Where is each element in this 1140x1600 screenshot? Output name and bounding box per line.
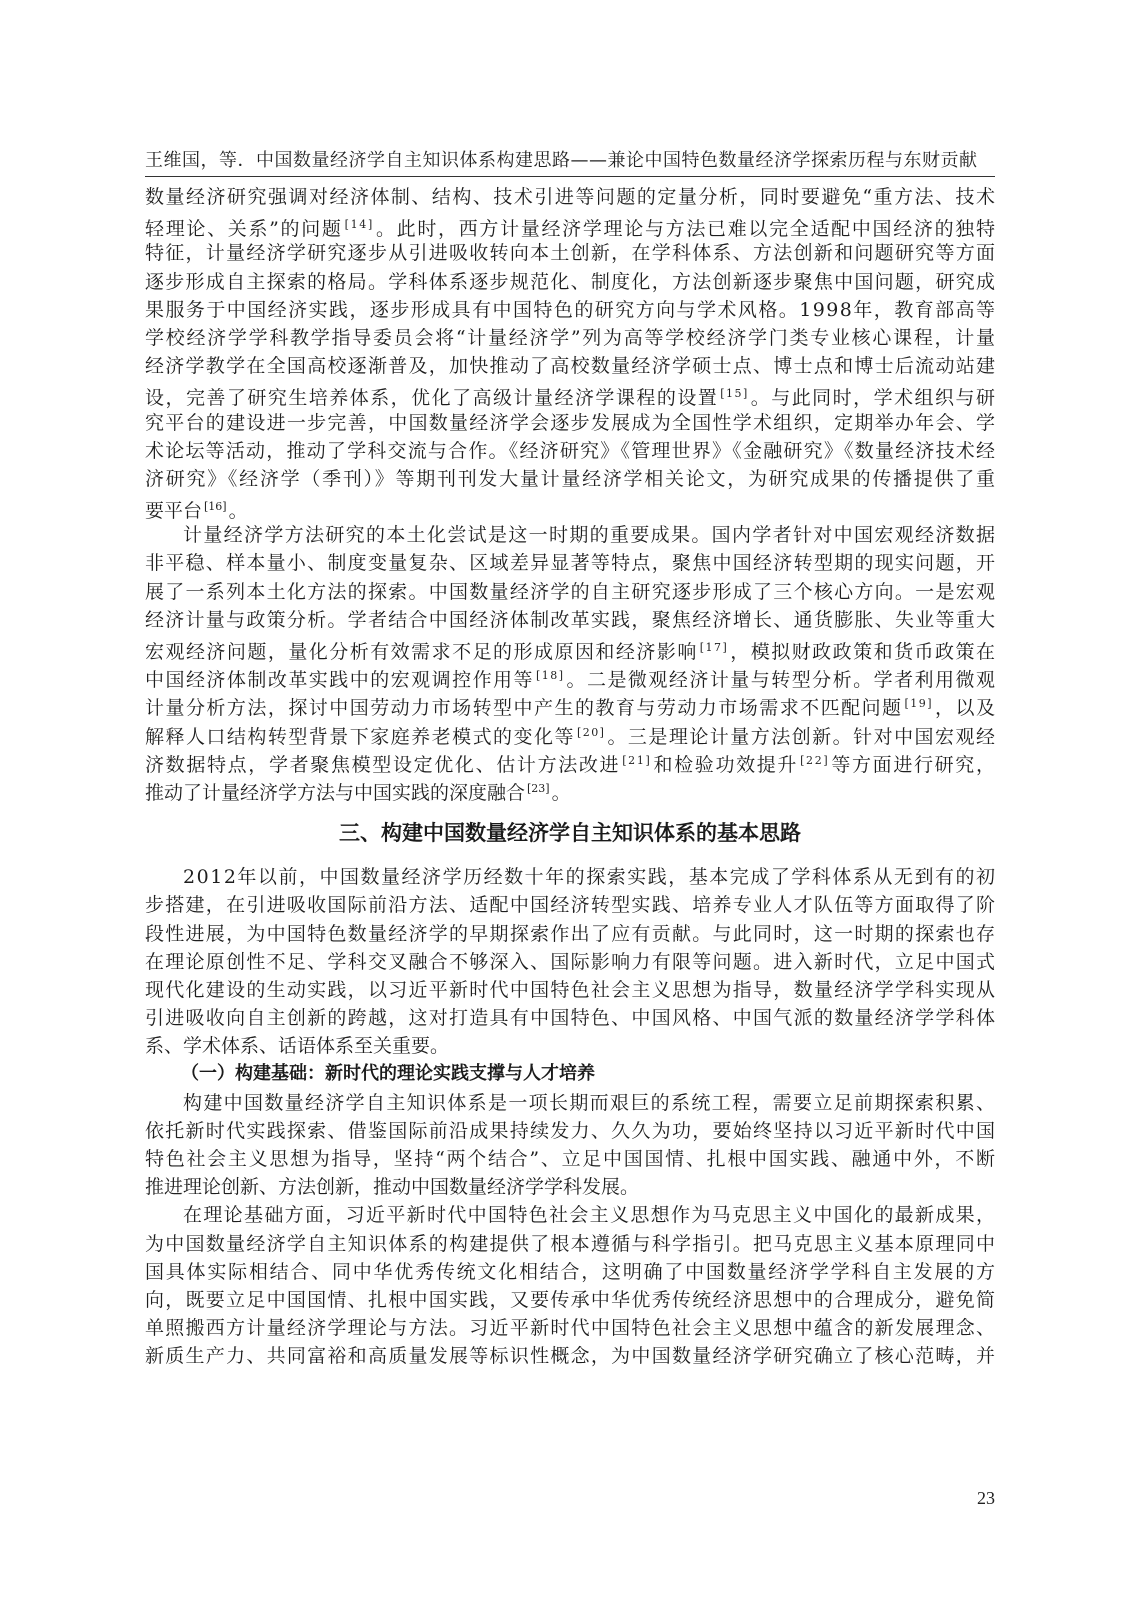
citation-ref: [20] — [576, 725, 606, 739]
text-line: 逐步形成自主探索的格局。学科体系逐步规范化、制度化，方法创新逐步聚焦中国问题，研究成 — [145, 270, 997, 293]
text-line: 在理论基础方面，习近平新时代中国特色社会主义思想作为马克思主义中国化的最新成果， — [183, 1204, 997, 1227]
text-line: 依托新时代实践探索、借鉴国际前沿成果持续发力、久久为功，要始终坚持以习近平新时代中国 — [145, 1119, 997, 1142]
text-line — [145, 747, 995, 775]
citation-ref: [22] — [800, 753, 830, 767]
text-line — [145, 662, 995, 690]
text-line — [145, 775, 995, 803]
text-line: 学校经济学学科教学指导委员会将“计量经济学”列为高等学校经济学门类专业核心课程，计量 — [145, 326, 997, 349]
text-line — [145, 211, 995, 239]
text-span: 和检验功效提升 — [653, 753, 799, 776]
citation-ref: [21] — [622, 753, 652, 767]
text-line: 经济计量与政策分析。学者结合中国经济体制改革实践，聚焦经济增长、通货膨胀、失业等重大 — [145, 608, 997, 631]
text-span: 。 — [551, 781, 571, 804]
text-span: 宏观经济问题，量化分析有效需求不足的形成原因和经济影响 — [145, 641, 698, 663]
text-line: 数量经济研究强调对经济体制、结构、技术引进等问题的定量分析，同时要避免“重方法、技术 — [145, 186, 997, 208]
paragraph — [145, 1201, 995, 1370]
subsection-heading: （一）构建基础：新时代的理论实践支撑与人才培养 — [181, 1063, 595, 1085]
text-line: 经济学教学在全国高校逐渐普及，加快推动了高校数量经济学硕士点、博士点和博士后流动站建 — [145, 355, 997, 378]
paragraph — [145, 183, 995, 521]
text-span: 设，完善了研究生培养体系，优化了高级计量经济学课程的设置 — [145, 387, 719, 410]
text-line — [145, 493, 995, 521]
citation-ref: [19] — [904, 697, 934, 711]
text-line: 新质生产力、共同富裕和高质量发展等标识性概念，为中国数量经济学研究确立了核心范畴，并 — [145, 1345, 997, 1368]
section-heading: 三、构建中国数量经济学自主知识体系的基本思路 — [339, 821, 801, 846]
text-span: ，以及 — [935, 697, 997, 720]
text-line: 向，既要立足中国国情、扎根中国实践，又要传承中华优秀传统经济思想中的合理成分，避免简 — [145, 1288, 997, 1311]
citation-ref: [14] — [344, 218, 374, 232]
text-line: 济研究》《经济学（季刊）》等期刊刊发大量计量经济学相关论文，为研究成果的传播提供了重 — [145, 467, 997, 490]
text-span: 推动了计量经济学方法与中国实践的深度融合 — [145, 781, 526, 804]
text-line: 非平稳、样本量小、制度变量复杂、区域差异显著等特点，聚焦中国经济转型期的现实问题，开 — [145, 552, 997, 575]
text-line: 国具体实际相结合、同中华优秀传统文化相结合，这明确了中国数量经济学学科自主发展的方 — [145, 1260, 997, 1283]
citation-ref: [16] — [204, 500, 227, 514]
text-line: 为中国数量经济学自主知识体系的构建提供了根本遵循与科学指引。把马克思主义基本原理同中 — [145, 1232, 997, 1255]
text-line: 特征，计量经济学研究逐步从引进吸收转向本土创新，在学科体系、方法创新和问题研究等方面 — [145, 242, 997, 265]
text-span: 中国经济体制改革实践中的宏观调控作用等 — [145, 669, 535, 692]
running-header: 王维国，等．中国数量经济学自主知识体系构建思路——兼论中国特色数量经济学探索历程与东财贡献 — [145, 150, 978, 171]
header-rule — [145, 176, 995, 177]
text-span: 。二是微观经济计量与转型分析。学者利用微观 — [566, 669, 997, 692]
citation-ref: [17] — [699, 641, 729, 654]
paragraph — [145, 521, 995, 803]
text-line: 现代化建设的生动实践，以习近平新时代中国特色社会主义思想为指导，数量经济学学科实现从 — [145, 978, 997, 1001]
text-line: 在理论原创性不足、学科交叉融合不够深入、国际影响力有限等问题。进入新时代，立足中国式 — [145, 950, 997, 973]
citation-ref: [15] — [720, 387, 749, 401]
text-line: 展了一系列本土化方法的探索。中国数量经济学的自主研究逐步形成了三个核心方向。一是宏观 — [145, 580, 997, 603]
citation-ref: [23] — [527, 781, 550, 795]
text-span: 要平台 — [145, 500, 203, 523]
text-line — [145, 719, 995, 747]
text-line: 2012年以前，中国数量经济学历经数十年的探索实践，基本完成了学科体系从无到有的初 — [183, 866, 997, 889]
text-line: 引进吸收向自主创新的跨越，这对打造具有中国特色、中国风格、中国气派的数量经济学学科体 — [145, 1007, 997, 1030]
text-line: 单照搬西方计量经济学理论与方法。习近平新时代中国特色社会主义思想中蕴含的新发展理念、 — [145, 1317, 997, 1340]
text-line: 推进理论创新、方法创新，推动中国数量经济学学科发展。 — [145, 1176, 640, 1199]
text-line — [145, 690, 995, 718]
text-span: 计量分析方法，探讨中国劳动力市场转型中产生的教育与劳动力市场需求不匹配问题 — [145, 697, 903, 720]
text-line: 果服务于中国经济实践，逐步形成具有中国特色的研究方向与学术风格。1998年，教育部高等 — [145, 298, 997, 321]
text-line: 术论坛等活动，推动了学科交流与合作。《经济研究》《管理世界》《金融研究》《数量经济技术经 — [145, 439, 997, 462]
text-line: 步搭建，在引进吸收国际前沿方法、适配中国经济转型实践、培养专业人才队伍等方面取得了阶 — [145, 894, 997, 917]
text-span: 。此时，西方计量经济学理论与方法已难以完全适配中国经济的独特 — [375, 218, 997, 241]
text-span: 等方面进行研究， — [831, 753, 997, 776]
text-line: 计量经济学方法研究的本土化尝试是这一时期的重要成果。国内学者针对中国宏观经济数据 — [183, 524, 997, 547]
text-span: 济数据特点，学者聚焦模型设定优化、估计方法改进 — [145, 753, 621, 776]
text-line: 构建中国数量经济学自主知识体系是一项长期而艰巨的系统工程，需要立足前期探索积累、 — [183, 1091, 997, 1114]
body-text — [145, 183, 995, 1371]
text-line: 段性进展，为中国特色数量经济学的早期探索作出了应有贡献。与此同时，这一时期的探索也存 — [145, 922, 997, 945]
text-line — [145, 380, 995, 408]
text-line: 究平台的建设进一步完善，中国数量经济学会逐步发展成为全国性学术组织，定期举办年会、学 — [145, 411, 997, 434]
text-span: ，模拟财政政策和货币政策在 — [730, 641, 997, 663]
text-span: 。与此同时，学术组织与研 — [750, 387, 997, 410]
text-span: 。 — [228, 500, 248, 523]
text-line: 特色社会主义思想为指导，坚持“两个结合”、立足中国国情、扎根中国实践、融通中外，不断 — [145, 1148, 997, 1170]
text-span: 。三是理论计量方法创新。针对中国宏观经 — [607, 725, 997, 748]
text-span: 轻理论、关系”的问题 — [145, 218, 343, 241]
text-line — [145, 634, 995, 662]
text-line: 系、学术体系、话语体系至关重要。 — [145, 1035, 450, 1058]
text-span: 解释人口结构转型背景下家庭养老模式的变化等 — [145, 725, 575, 748]
page-number: 23 — [977, 1488, 995, 1508]
paragraph — [145, 1089, 995, 1202]
paragraph — [145, 863, 995, 1060]
citation-ref: [18] — [536, 669, 565, 683]
